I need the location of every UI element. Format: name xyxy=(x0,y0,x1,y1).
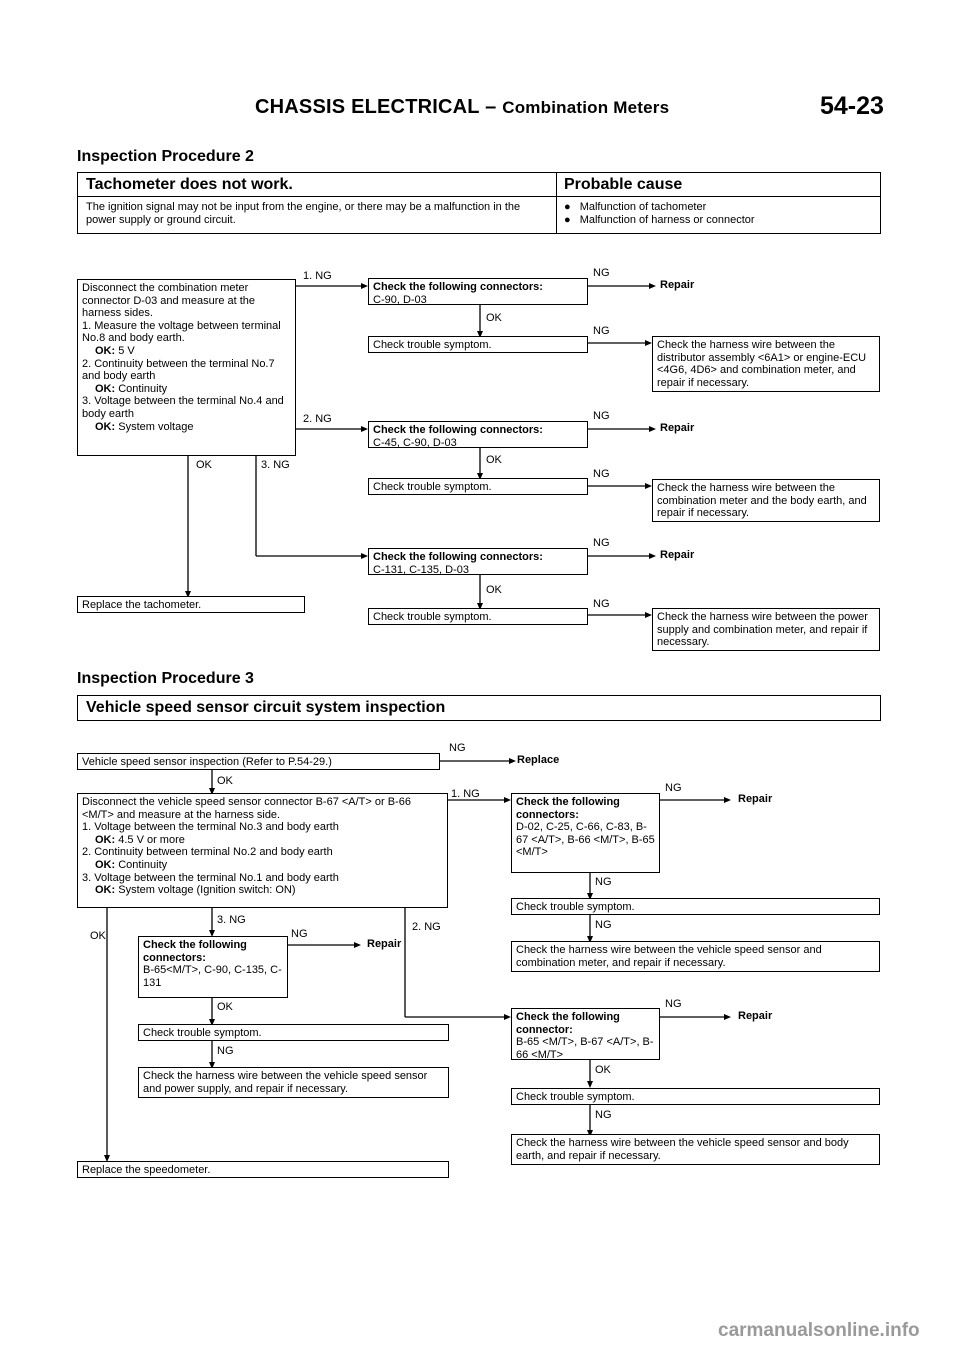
step-3-ok: OK: System voltage (Ignition switch: ON) xyxy=(95,884,296,897)
step-1: 1. Voltage between the terminal No.3 and body earth xyxy=(82,821,339,834)
ok-label: OK xyxy=(217,1001,233,1013)
proc3-trouble-check-1: Check trouble symptom. xyxy=(511,898,880,915)
ok-label: OK xyxy=(486,454,502,466)
ng-label: NG xyxy=(449,742,466,754)
ng3-label: 3. NG xyxy=(261,459,290,471)
ng-label: NG xyxy=(291,928,308,940)
repair-label: Repair xyxy=(367,938,402,950)
connector-title: Check the following connectors: xyxy=(373,424,543,436)
connector-list: B-65 <M/T>, B-67 <A/T>, B-66 <M/T> xyxy=(516,1036,654,1061)
step-2: 2. Continuity between terminal No.2 and body earth xyxy=(82,846,333,859)
ng1-label: 1. NG xyxy=(451,788,480,800)
ng3-label: 3. NG xyxy=(217,914,246,926)
step-3: 3. Voltage between the terminal No.1 and body earth xyxy=(82,871,339,884)
page-number: 54-23 xyxy=(820,92,884,120)
proc2-trouble-check-2: Check trouble symptom. xyxy=(368,478,588,495)
connector-list: C-131, C-135, D-03 xyxy=(373,563,469,576)
ng2-label: 2. NG xyxy=(303,413,332,425)
proc3-harness-check-2: Check the harness wire between the vehicle speed sensor and body earth, and repair if necessary. xyxy=(511,1134,880,1165)
header-title: CHASSIS ELECTRICAL xyxy=(255,96,480,118)
step-2: 2. Continuity between the terminal No.7 and body earth xyxy=(82,357,275,383)
step-2-ok: OK: Continuity xyxy=(95,382,168,395)
connector-list: C-90, D-03 xyxy=(373,293,427,306)
probable-cause-title: Probable cause xyxy=(564,176,683,193)
proc2-replace-tachometer: Replace the tachometer. xyxy=(77,596,305,613)
proc2-trouble-check-1: Check trouble symptom. xyxy=(368,336,588,353)
proc3-connector-check-2 xyxy=(511,1008,660,1060)
symptom-description: The ignition signal may not be input from the engine, or there may be a malfunction in the power supply or ground circuit. xyxy=(86,201,521,226)
ok-label: OK xyxy=(196,459,212,471)
header-dash: – xyxy=(485,96,497,118)
ok-label: OK xyxy=(486,584,502,596)
connector-list: C-45, C-90, D-03 xyxy=(373,436,457,449)
ok-label: OK xyxy=(217,775,233,787)
ng-label: NG xyxy=(593,325,610,337)
symptom-title: Tachometer does not work. xyxy=(86,176,293,193)
proc3-title: Vehicle speed sensor circuit system inspection xyxy=(86,699,446,716)
connector-title: Check the following connectors: xyxy=(143,939,247,964)
ng-label: NG xyxy=(217,1045,234,1057)
cause-item: ● Malfunction of harness or connector xyxy=(564,213,755,226)
ok-label: OK xyxy=(486,312,502,324)
ng-label: NG xyxy=(595,1109,612,1121)
step-1-ok: OK: 4.5 V or more xyxy=(95,833,185,846)
vss-inspection: Vehicle speed sensor inspection (Refer to P.54-29.) xyxy=(77,753,440,770)
proc2-harness-check-3: Check the harness wire between the power supply and combination meter, and repair if necessary. xyxy=(652,608,880,651)
step-3: 3. Voltage between the terminal No.4 and body earth xyxy=(82,395,284,420)
connector-title: Check the following connector: xyxy=(516,1011,620,1036)
repair-label: Repair xyxy=(660,279,695,291)
connector-list: B-65<M/T>, C-90, C-135, C-131 xyxy=(143,964,282,989)
ng1-label: 1. NG xyxy=(303,270,332,282)
replace-label: Replace xyxy=(517,754,560,766)
ng-label: NG xyxy=(595,876,612,888)
proc3-connector-check-1 xyxy=(511,793,660,873)
proc2-trouble-check-3: Check trouble symptom. xyxy=(368,608,588,625)
ng2-label: 2. NG xyxy=(412,921,441,933)
ng-label: NG xyxy=(593,267,610,279)
ng-label: NG xyxy=(665,782,682,794)
ng-label: NG xyxy=(593,537,610,549)
repair-label: Repair xyxy=(660,422,695,434)
proc3-trouble-check-3: Check trouble symptom. xyxy=(138,1024,449,1041)
repair-label: Repair xyxy=(738,793,773,805)
connector-title: Check the following connectors: xyxy=(516,796,620,821)
ng-label: NG xyxy=(593,598,610,610)
ng-label: NG xyxy=(593,468,610,480)
ng-label: NG xyxy=(593,410,610,422)
repair-label: Repair xyxy=(660,549,695,561)
connector-title: Check the following connectors: xyxy=(373,281,543,293)
ok-label: OK xyxy=(90,930,106,942)
step-3-ok: OK: System voltage xyxy=(95,420,194,433)
proc3-harness-check-3: Check the harness wire between the vehicle speed sensor and power supply, and repair if necessary. xyxy=(138,1067,449,1098)
ng-label: NG xyxy=(595,919,612,931)
proc3-heading: Inspection Procedure 3 xyxy=(77,670,254,687)
proc3-replace-speedometer: Replace the speedometer. xyxy=(77,1161,449,1178)
connector-title: Check the following connectors: xyxy=(373,551,543,563)
proc2-harness-check-2: Check the harness wire between the combination meter and the body earth, and repair if necessary. xyxy=(652,479,880,522)
proc3-connector-check-3 xyxy=(138,936,288,998)
step-1: 1. Measure the voltage between terminal No.8 and body earth. xyxy=(82,319,281,345)
proc3-trouble-check-2: Check trouble symptom. xyxy=(511,1088,880,1105)
main-intro: Disconnect the combination meter connector D-03 and measure at the harness sides. xyxy=(82,282,256,320)
proc2-heading: Inspection Procedure 2 xyxy=(77,148,254,165)
header-subtitle: Combination Meters xyxy=(502,98,670,117)
proc3-harness-check-1: Check the harness wire between the vehicle speed sensor and combination meter, and repair if necessary. xyxy=(511,941,880,972)
ok-label: OK xyxy=(595,1064,611,1076)
proc3-main-check xyxy=(77,793,448,908)
watermark: carmanualsonline.info xyxy=(718,1320,920,1341)
connector-list: D-02, C-25, C-66, C-83, B-67 <A/T>, B-66 <M/T>, B-65 <M/T> xyxy=(516,821,655,859)
repair-label: Repair xyxy=(738,1010,773,1022)
ng-label: NG xyxy=(665,998,682,1010)
proc2-harness-check-1: Check the harness wire between the distributor assembly <6A1> or engine-ECU <4G6, 4D6> and combination meter, and repair if necessary. xyxy=(652,336,880,392)
main-intro: Disconnect the vehicle speed sensor connector B-67 <A/T> or B-66 <M/T> and measure at the harness side. xyxy=(82,796,411,821)
cause-item: ● Malfunction of tachometer xyxy=(564,201,707,213)
step-2-ok: OK: Continuity xyxy=(95,858,168,871)
step-1-ok: OK: 5 V xyxy=(95,344,135,357)
